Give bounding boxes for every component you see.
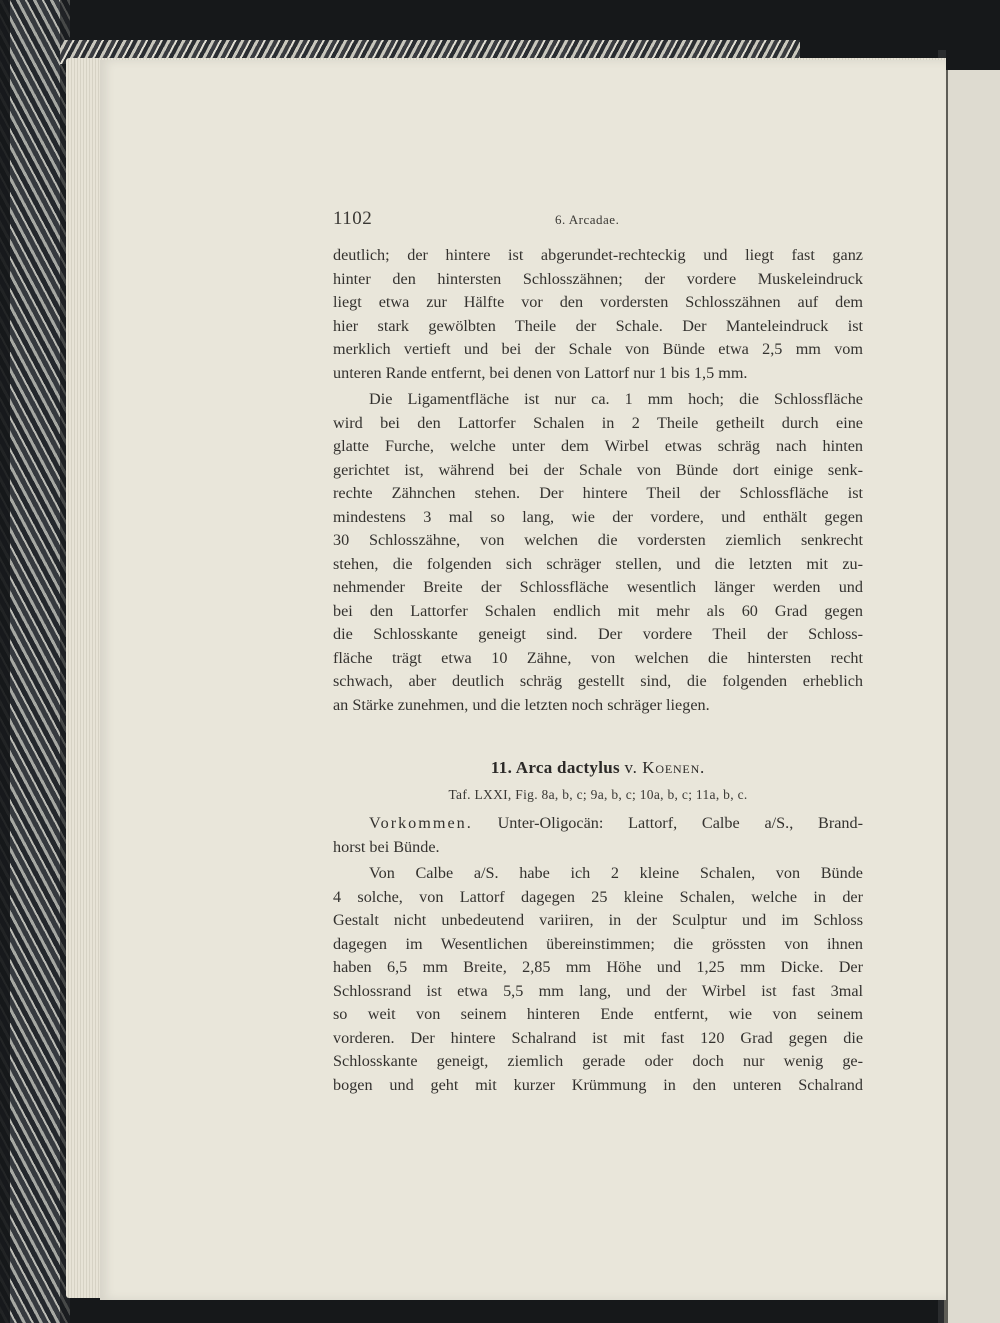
text-line: 30 Schlosszähne, von welchen die vordersten ziemlich senkrecht	[333, 531, 863, 549]
paragraph-ligament	[333, 388, 863, 717]
section-heading	[333, 758, 863, 778]
text-line: Schlosskante geneigt, ziemlich gerade oder doch nur wenig ge-	[333, 1052, 863, 1070]
text-line: schwach, aber deutlich schräg gestellt sind, die folgenden erheblich	[333, 672, 863, 690]
text-line: Von Calbe a/S. habe ich 2 kleine Schalen, von Bünde	[369, 864, 863, 882]
occurrence-paragraph	[333, 812, 863, 859]
occurrence-label: Vorkommen.	[369, 814, 473, 832]
text-line: bei den Lattorfer Schalen endlich mit mehr als 60 Grad gegen	[333, 601, 863, 620]
text-line: so weit von seinem hinteren Ende entfernt, wie von seinem	[333, 1005, 863, 1023]
text-line: nehmender Breite der Schlossfläche wesentlich länger werden und	[333, 578, 863, 596]
text-line: hinter den hintersten Schlosszähnen; der vordere Muskeleindruck	[333, 269, 863, 288]
text-line: gerichtet ist, während bei der Schale von Bünde dort einige senk-	[333, 460, 863, 479]
text-line: bogen und geht mit kurzer Krümmung in den unteren Schalrand	[333, 1075, 863, 1094]
text-line: dagegen im Wesentlichen übereinstimmen; die grössten von ihnen	[333, 934, 863, 953]
text-line: unteren Rande entfernt, bei denen von Lattorf nur 1 bis 1,5 mm.	[333, 363, 748, 382]
occurrence-text: Unter-Oligocän: Lattorf, Calbe a/S., Brand-	[497, 814, 864, 832]
section-number: 11.	[490, 758, 513, 777]
plate-reference: Taf. LXXI, Fig. 8a, b, c; 9a, b, c; 10a, b, c; 11a, b, c.	[448, 787, 748, 802]
text-line: haben 6,5 mm Breite, 2,85 mm Höhe und 1,25 mm Dicke. Der	[333, 958, 863, 976]
text-line: 4 solche, von Lattorf dagegen 25 kleine Schalen, welche in der	[333, 887, 863, 906]
text-line: vorderen. Der hintere Schalrand ist mit fast 120 Grad gegen die	[333, 1028, 863, 1047]
running-head: 6. Arcadae.	[555, 212, 620, 227]
text-line	[333, 812, 863, 836]
text-line: Schlossrand ist etwa 5,5 mm lang, und der Wirbel ist fast 3mal	[333, 981, 863, 1000]
species-name: Arca dactylus	[515, 758, 620, 777]
text-line: Gestalt nicht unbedeutend variiren, in der Sculptur und im Schloss	[333, 911, 863, 929]
text-line: rechte Zähnchen stehen. Der hintere Theil der Schlossfläche ist	[333, 484, 863, 502]
author-prefix: v.	[624, 758, 638, 777]
author-name: Koenen.	[642, 758, 706, 777]
text-line: merklich vertieft und bei der Schale von Bünde etwa 2,5 mm vom	[333, 340, 863, 358]
text-line: fläche trägt etwa 10 Zähne, von welchen die hintersten recht	[333, 648, 863, 667]
text-line: hier stark gewölbten Theile der Schale. Der Manteleindruck ist	[333, 316, 863, 335]
text-line: an Stärke zunehmen, und die letzten noch schräger liegen.	[333, 695, 710, 714]
paragraph-continued	[333, 244, 863, 385]
page-number: 1102	[333, 208, 373, 229]
book-cover-left	[0, 0, 70, 1323]
text-line: wird bei den Lattorfer Schalen in 2 Theile getheilt durch eine	[333, 413, 863, 432]
text-line: stehen, die folgenden sich schräger stellen, und die letzten mit zu-	[333, 554, 863, 573]
paragraph-description	[333, 862, 863, 1097]
text-line: horst bei Bünde.	[333, 837, 440, 856]
text-line: deutlich; der hintere ist abgerundet-rechteckig und liegt fast ganz	[333, 246, 863, 264]
facing-page-edge	[944, 70, 1000, 1323]
text-line: mindestens 3 mal so lang, wie der vordere, und enthält gegen	[333, 507, 863, 526]
text-line: die Schlosskante geneigt sind. Der vordere Theil der Schloss-	[333, 625, 863, 643]
text-line: glatte Furche, welche unter dem Wirbel etwas schräg nach hinten	[333, 437, 863, 455]
text-line: liegt etwa zur Hälfte vor den vordersten Schlosszähnen auf dem	[333, 293, 863, 311]
page-header	[333, 208, 863, 232]
text-line: Die Ligamentfläche ist nur ca. 1 mm hoch; die Schlossfläche	[369, 390, 863, 408]
